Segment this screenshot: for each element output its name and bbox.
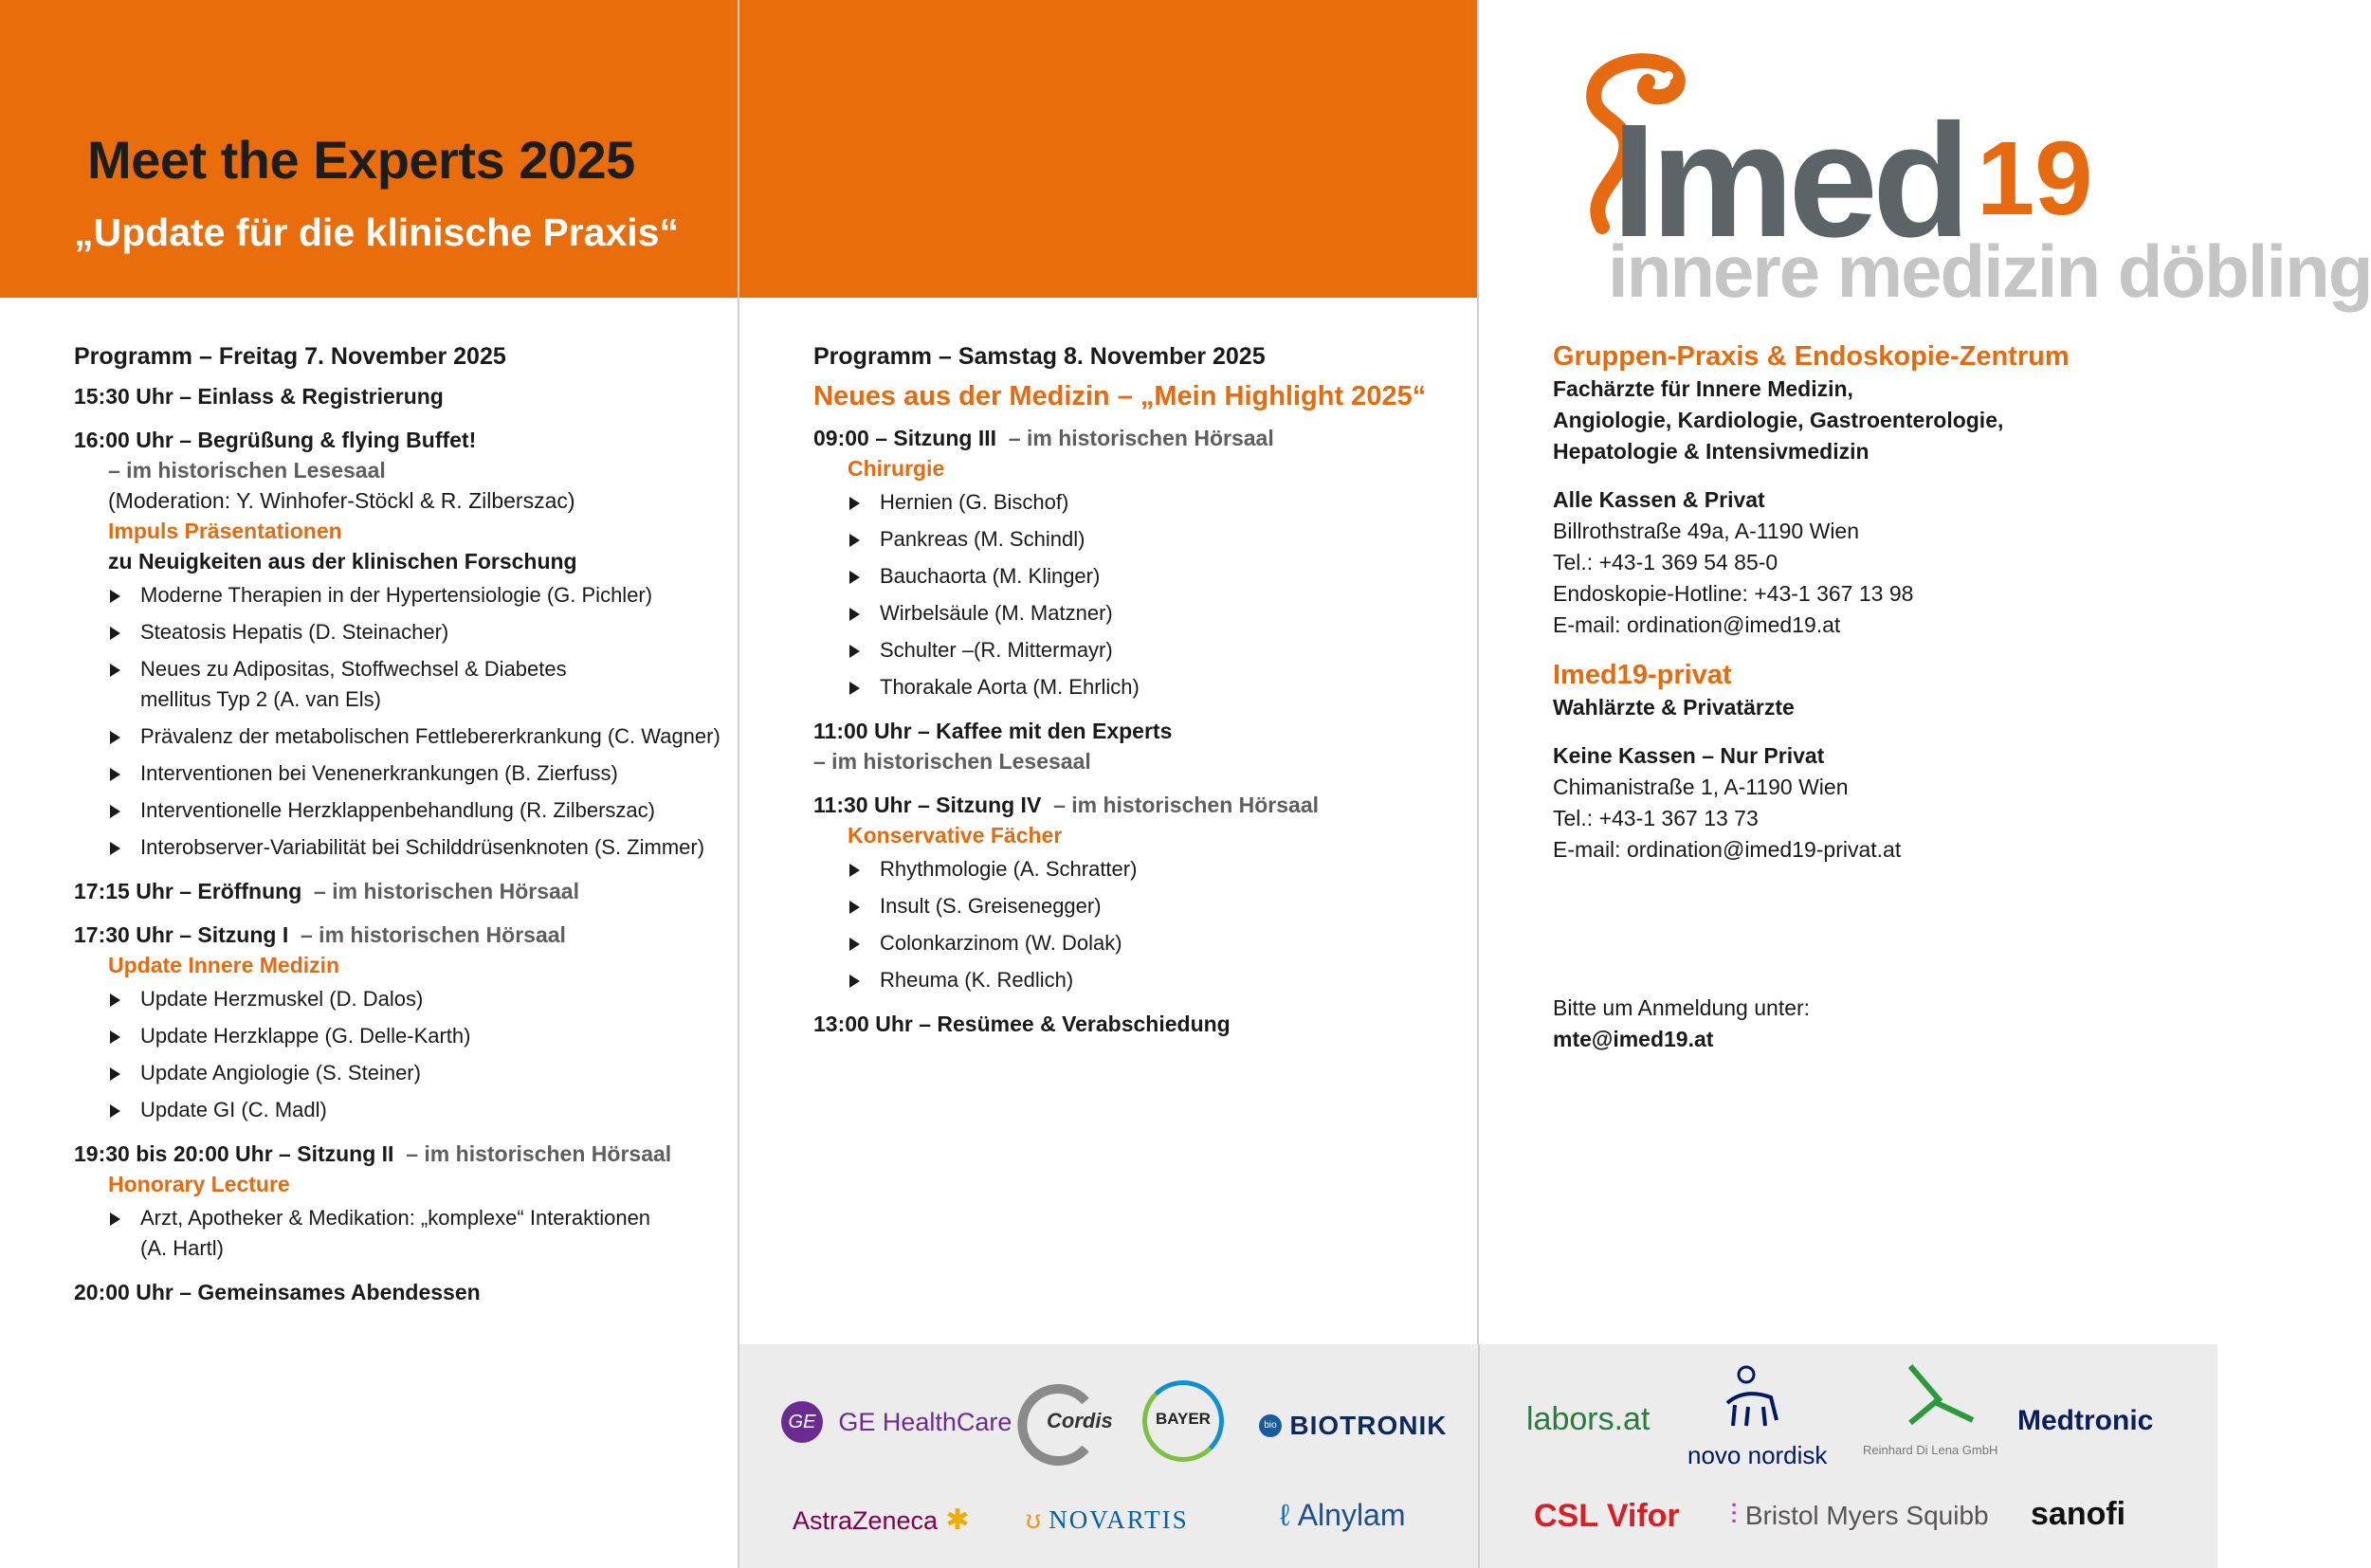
list-item: Colonkarzinom (W. Dolak) [813, 928, 1468, 958]
logo-tagline: innere medizin döbling [1608, 229, 2371, 313]
page-subtitle: „Update für die klinische Praxis“ [74, 210, 679, 254]
novartis-flame-icon: ʊ [1026, 1504, 1041, 1534]
list-item: Interventionen bei Venenerkrankungen (B. Zierfuss) [74, 758, 728, 789]
email-link[interactable]: E-mail: ordination@imed19-privat.at [1553, 837, 1902, 862]
list-item: Bauchaorta (M. Klinger) [813, 561, 1468, 592]
privat-title: Imed19-privat [1553, 660, 1732, 690]
csl-vifor-logo: CSL Vifor [1534, 1498, 1680, 1534]
entry-1730: 17:30 Uhr – Sitzung I – im historischen Hörsaal Update Innere Medizin Update Herzmuskel (D. Dalos) Update Herzklappe (G. Delle-Karth) Update Angiologie (S. Steiner) Update GI (C. Madl) [74, 920, 728, 1125]
bullet-triangle-icon [849, 608, 860, 621]
bullet-triangle-icon [110, 627, 120, 640]
contact-panel [1479, 0, 2371, 1568]
imed19-logo [1536, 51, 2371, 317]
list-item: Rheuma (K. Redlich) [813, 965, 1468, 995]
list-item: Update Angiologie (S. Steiner) [74, 1058, 728, 1088]
highlight-heading: Neues aus der Medizin – „Mein Highlight 2025“ [813, 381, 1427, 411]
list-item: Interventionelle Herzklappenbehandlung (R. Zilberszac) [74, 795, 728, 826]
page-title: Meet the Experts 2025 [87, 130, 635, 190]
bullet-triangle-icon [849, 645, 860, 658]
sanofi-logo: sanofi [2031, 1496, 2126, 1532]
entry-1930: 19:30 bis 20:00 Uhr – Sitzung II – im historischen Hörsaal Honorary Lecture Arzt, Apotheker & Medikation: „komplexe“ Interaktionen (A. Hartl) [74, 1139, 728, 1264]
bullet-triangle-icon [849, 938, 860, 951]
bullet-triangle-icon [849, 497, 860, 510]
bullet-triangle-icon [110, 1212, 120, 1226]
contact-info: Gruppen-Praxis & Endoskopie-Zentrum Fachärzte für Innere Medizin, Angiologie, Kardiologie, Gastroenterologie, Hepatologie & Intensivmedizin Alle Kassen & Privat Billrothstraße 49a, A-1190 Wien Tel.: +43-1 369 54 85-0 Endoskopie-Hotline: +43-1 367 13 98 E-mail: ordination@imed19.at Imed19-privat Wahlärzte & Privatärzte Keine Kassen – Nur Privat Chimanistraße 1, A-1190 Wien Tel.: +43-1 367 13 73 E-mail: ordination@imed19-privat.at Bitte um Anmeldung unter: mte@imed19.at [1553, 339, 2198, 1055]
kassen-2: Keine Kassen – Nur Privat [1553, 743, 1825, 768]
bullet-triangle-icon [849, 534, 860, 547]
bullet-triangle-icon [110, 842, 120, 855]
bullet-triangle-icon [849, 682, 860, 695]
entry-1600-moderation: (Moderation: Y. Winhofer-Stöckl & R. Zilberszac) [108, 488, 575, 513]
kassen-1: Alle Kassen & Privat [1553, 487, 1765, 512]
entry-1530: 15:30 Uhr – Einlass & Registrierung [74, 384, 444, 409]
list-item: Interobserver-Variabilität bei Schilddrüsenknoten (S. Zimmer) [74, 832, 728, 863]
bullet-triangle-icon [849, 901, 860, 914]
entry-1130: 11:30 Uhr – Sitzung IV – im historischen Hörsaal Konservative Fächer Rhythmologie (A. Schratter) Insult (S. Greisenegger) Colonkarzinom (W. Dolak) Rheuma (K. Redlich) [813, 790, 1468, 995]
bullet-triangle-icon [110, 805, 120, 818]
entry-1130-topic: Konservative Fächer [848, 823, 1063, 848]
email-link[interactable]: E-mail: ordination@imed19.at [1553, 612, 1841, 637]
bms-mark-icon: ⫶ [1730, 1500, 1738, 1531]
astrazeneca-logo: AstraZeneca ✱ [793, 1504, 970, 1536]
bms-logo: ⫶ Bristol Myers Squibb [1730, 1500, 1989, 1531]
list-item: Moderne Therapien in der Hypertensiologie (G. Pichler) [74, 580, 728, 611]
alnylam-helix-icon: ℓ [1280, 1498, 1290, 1532]
list-item: Hernien (G. Bischof) [813, 487, 1468, 518]
entry-1930-topic: Honorary Lecture [108, 1172, 290, 1196]
entry-1730-topic: Update Innere Medizin [108, 953, 340, 977]
entry-1715: 17:15 Uhr – Eröffnung – im historischen Hörsaal [74, 879, 579, 903]
sponsor-bar: GE GE HealthCare Cordis BAYER bio BIOTRONIK AstraZeneca ✱ ʊ NOVARTIS ℓ Alnylam labors.at novo nordisk Reinhard Di Lena GmbH Medtronic CSL Vifor ⫶ Bristol Myers Squibb sanofi [739, 1344, 2217, 1568]
bullet-triangle-icon [110, 1104, 120, 1118]
alnylam-logo: ℓ Alnylam [1280, 1498, 1406, 1532]
bullet-triangle-icon [849, 571, 860, 584]
registration-text: Bitte um Anmeldung unter: [1553, 995, 1811, 1020]
bullet-triangle-icon [110, 994, 120, 1007]
impuls-title: Impuls Präsentationen [108, 519, 342, 543]
bullet-triangle-icon [849, 975, 860, 988]
list-item: Steatosis Hepatis (D. Steinacher) [74, 617, 728, 647]
astrazeneca-mark-icon: ✱ [945, 1504, 970, 1536]
entry-1600 [74, 425, 728, 863]
list-item: Update Herzklappe (G. Delle-Karth) [74, 1021, 728, 1051]
friday-program [74, 341, 728, 1321]
divider [1478, 1344, 1480, 1568]
entry-1600-location: – im historischen Lesesaal [108, 458, 386, 483]
bullet-triangle-icon [849, 864, 860, 877]
saturday-heading: Programm – Samstag 8. November 2025 [813, 343, 1266, 370]
group-title: Gruppen-Praxis & Endoskopie-Zentrum [1553, 341, 2070, 372]
list-item: Pankreas (M. Schindl) [813, 524, 1468, 555]
impuls-subtitle: zu Neuigkeiten aus der klinischen Forschung [108, 549, 577, 574]
bullet-triangle-icon [110, 731, 120, 744]
list-item: Update GI (C. Madl) [74, 1095, 728, 1125]
entry-1100: 11:00 Uhr – Kaffee mit den Experts – im historischen Lesesaal [813, 719, 1173, 774]
biotronik-logo: bio BIOTRONIK [1259, 1409, 1447, 1441]
novartis-logo: ʊ NOVARTIS [1026, 1504, 1189, 1534]
reinhard-mark-icon [1891, 1361, 1977, 1428]
list-item: Insult (S. Greisenegger) [813, 891, 1468, 921]
entry-0900: 09:00 – Sitzung III – im historischen Hörsaal Chirurgie Hernien (G. Bischof) Pankreas (M. Schindl) Bauchaorta (M. Klinger) Wirbelsäule (M. Matzner) Schulter –(R. Mittermayr) Thorakale Aorta (M. Ehrlich) [813, 423, 1468, 702]
bullet-triangle-icon [110, 590, 120, 603]
saturday-program [813, 341, 1468, 1052]
logo-wordmark: Imed [1612, 91, 1965, 271]
friday-panel [0, 0, 739, 1568]
ge-monogram-icon: GE [781, 1401, 823, 1443]
list-item: Arzt, Apotheker & Medikation: „komplexe“ Interaktionen (A. Hartl) [74, 1203, 728, 1264]
list-item: Prävalenz der metabolischen Fettlebererkrankung (C. Wagner) [74, 721, 728, 752]
bullet-triangle-icon [110, 1067, 120, 1081]
apis-bull-icon [1716, 1365, 1792, 1431]
entry-1300: 13:00 Uhr – Resümee & Verabschiedung [813, 1012, 1231, 1036]
bayer-logo: BAYER [1142, 1380, 1224, 1462]
medtronic-logo: Medtronic [2017, 1405, 2154, 1436]
bullet-triangle-icon [110, 664, 120, 677]
entry-1600-title: 16:00 Uhr – Begrüßung & flying Buffet! [74, 428, 477, 452]
entry-0900-topic: Chirurgie [848, 456, 945, 481]
list-item: Update Herzmuskel (D. Dalos) [74, 984, 728, 1014]
labors-logo: labors.at [1526, 1401, 1651, 1437]
list-item: Thorakale Aorta (M. Ehrlich) [813, 672, 1468, 702]
list-item: Rhythmologie (A. Schratter) [813, 854, 1468, 884]
saturday-panel [739, 0, 1479, 1568]
bullet-triangle-icon [110, 768, 120, 781]
list-item: Neues zu Adipositas, Stoffwechsel & Diabetes mellitus Typ 2 (A. van Els) [74, 654, 728, 715]
logo-number: 19 [1977, 120, 2093, 237]
bullet-triangle-icon [110, 1030, 120, 1044]
header-band [739, 0, 1477, 298]
entry-2000: 20:00 Uhr – Gemeinsames Abendessen [74, 1280, 481, 1304]
friday-heading: Programm – Freitag 7. November 2025 [74, 343, 506, 370]
ge-healthcare-logo: GE GE HealthCare [781, 1401, 1012, 1443]
list-item: Wirbelsäule (M. Matzner) [813, 598, 1468, 629]
registration-email[interactable]: mte@imed19.at [1553, 1027, 1714, 1051]
list-item: Schulter –(R. Mittermayr) [813, 635, 1468, 665]
